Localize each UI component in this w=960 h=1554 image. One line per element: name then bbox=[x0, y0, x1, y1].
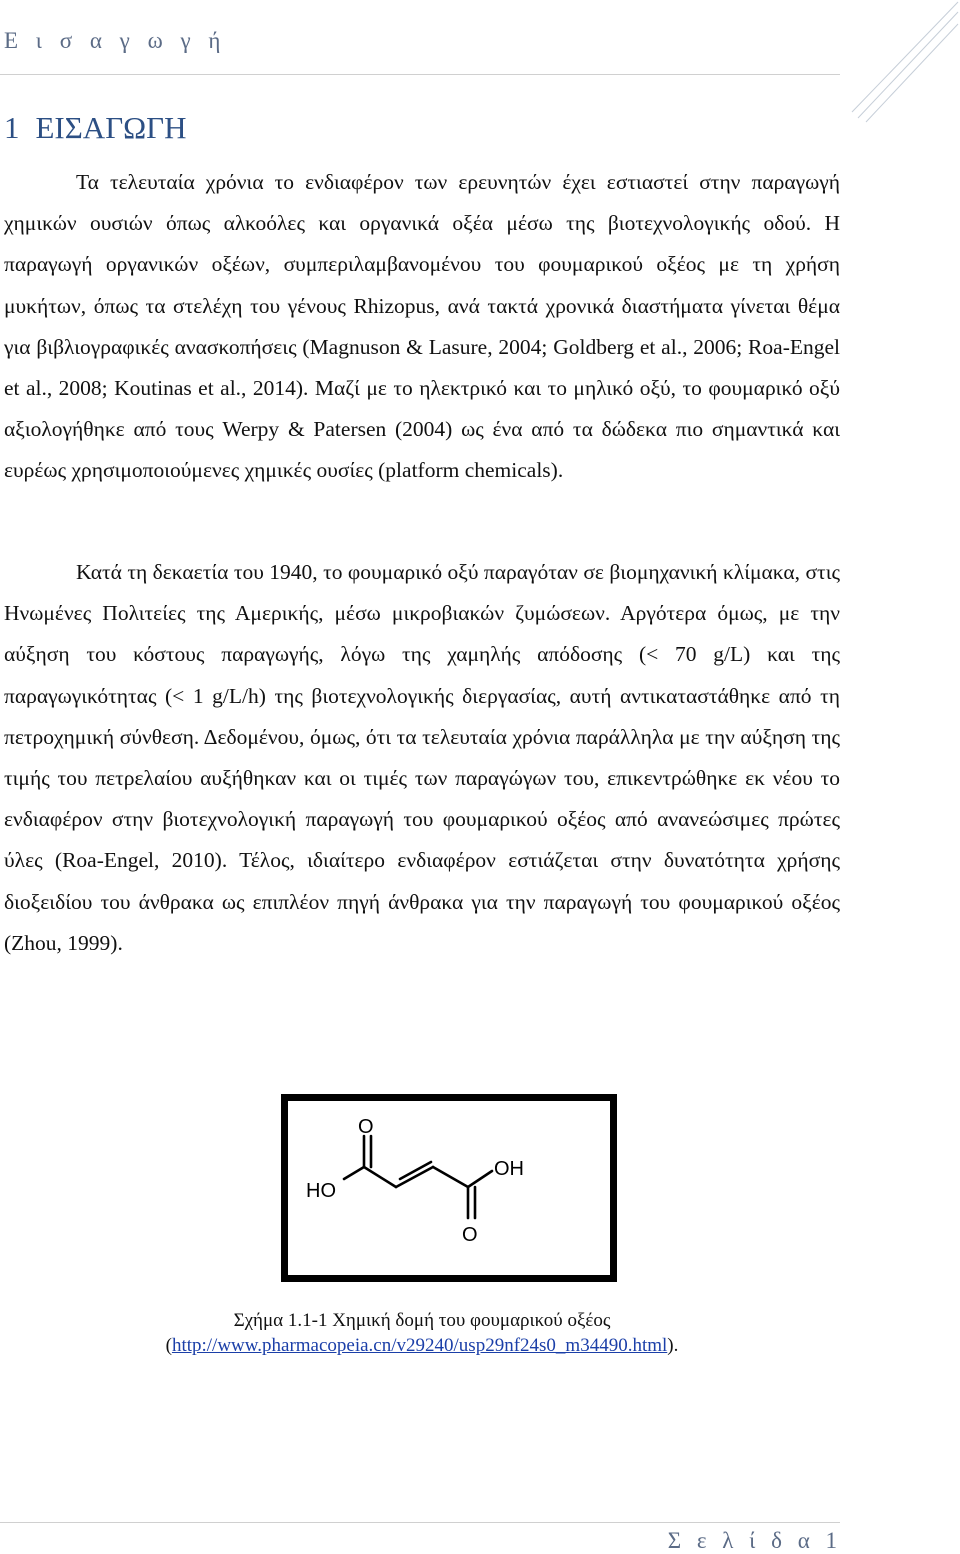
chapter-number: 1 bbox=[4, 110, 20, 145]
figure-caption: Σχήμα 1.1-1 Χημική δομή του φουμαρικού οξέος bbox=[233, 1310, 611, 1331]
caption-close-paren: ). bbox=[667, 1335, 679, 1356]
chapter-heading bbox=[4, 110, 186, 146]
chapter-title: ΕΙΣΑΓΩΓΗ bbox=[35, 110, 187, 145]
header-section-title: Ε ι σ α γ ω γ ή bbox=[4, 28, 227, 53]
page-number: Σ ε λ ί δ α 1 bbox=[667, 1528, 842, 1553]
paragraph-2: Κατά τη δεκαετία του 1940, το φουμαρικό οξύ παραγόταν σε βιομηχανική κλίμακα, στις Ηνωμένες Πολιτείες της Αμερικής, μέσω μικροβιακών ζυμώσεων. Αργότερα όμως, με την αύξηση του κόστους παραγωγής, λόγω της χαμηλής απόδοσης (< 70 g/L) και της παραγωγικότητας (< 1 g/L/h) της βιοτεχνολογικής διεργασίας, αυτή αντικαταστάθηκε από τη πετροχημική σύνθεση. Δεδομένου, όμως, ότι τα τελευταία χρόνια παράλληλα με την αύξηση της τιμής του πετρελαίου αυξήθηκαν και οι τιμές των παραγώγων του, επικεντρώθηκε εκ νέου το ενδιαφέρον στην βιοτεχνολογική παραγωγή του φουμαρικού οξέος από ανανεώσιμες πρώτες ύλες (Roa-Engel, 2010). Τέλος, ιδιαίτερο ενδιαφέρον εστιάζεται στην δυνατότητα χρήσης διοξειδίου του άνθρακα ως επιπλέον πηγή άνθρακα για την παραγωγή του φουμαρικού οξέος (Zhou, 1999). bbox=[4, 560, 840, 955]
bond-ho-c1 bbox=[344, 1167, 364, 1179]
atom-oh-right: OH bbox=[494, 1158, 524, 1180]
paragraph-1: Τα τελευταία χρόνια το ενδιαφέρον των ερευνητών έχει εστιαστεί στην παραγωγή χημικών ουσιών όπως αλκοόλες και οργανικά οξέα μέσω της βιοτεχνολογικής οδού. Η παραγωγή οργανικών οξέων, συμπεριλαμβανομένου του φουμαρικού οξέος με τη χρήση μυκήτων, όπως τα στελέχη του γένους Rhizopus, ανά τακτά χρονικά διαστήματα γίνεται θέμα για βιβλιογραφικές ανασκοπήσεις (Magnuson & Lasure, 2004; Goldberg et al., 2006; Roa-Engel et al., 2008; Koutinas et al., 2014). Μαζί με το ηλεκτρικό και το μηλικό οξύ, το φουμαρικό οξύ αξιολογήθηκε από τους Werpy & Patersen (2004) ως ένα από τα δώδεκα πιο σημαντικά και ευρέως χρησιμοποιούμενες χημικές ουσίες (platform chemicals). bbox=[4, 170, 840, 483]
atom-o-top: O bbox=[358, 1116, 374, 1138]
caption-open-paren: ( bbox=[165, 1335, 172, 1356]
bond-c3-c4 bbox=[433, 1167, 468, 1187]
chemical-structure-diagram bbox=[288, 1101, 610, 1275]
corner-decoration bbox=[840, 0, 960, 130]
bond-c1-c2 bbox=[364, 1167, 396, 1187]
header-divider bbox=[0, 74, 840, 75]
figure-caption-source bbox=[0, 1334, 844, 1358]
fumaric-acid-figure bbox=[281, 1094, 617, 1282]
source-link[interactable]: http://www.pharmacopeia.cn/v29240/usp29nf24s0_m34490.html bbox=[171, 1335, 668, 1356]
bond-c4-oh bbox=[468, 1171, 492, 1187]
atom-ho-left: HO bbox=[306, 1180, 336, 1202]
atom-o-bottom: O bbox=[462, 1224, 478, 1246]
footer-divider bbox=[0, 1522, 840, 1523]
